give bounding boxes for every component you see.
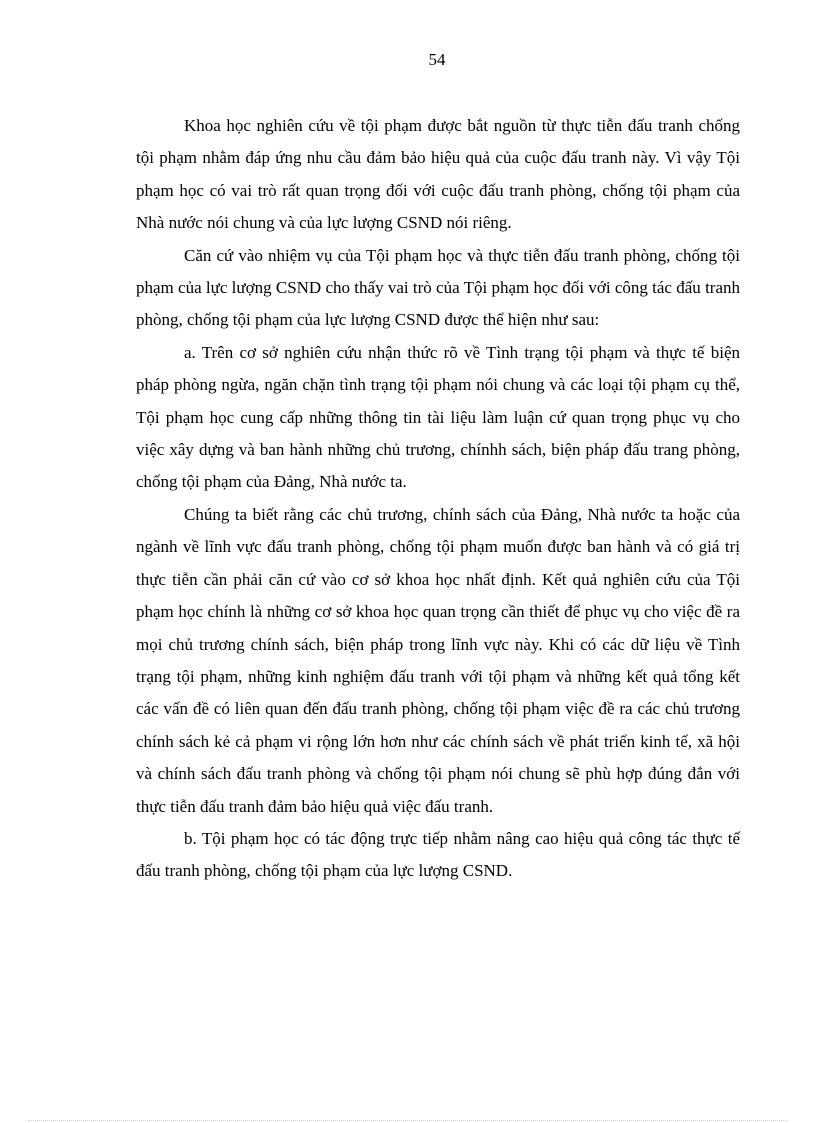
- page-bottom-divider: [28, 1120, 788, 1121]
- paragraph-point-b: b. Tội phạm học có tác động trực tiếp nhằm nâng cao hiệu quả công tác thực tế đấu tranh phòng, chống tội phạm của lực lượng CSND.: [136, 828, 740, 881]
- page-number: 54: [428, 50, 446, 69]
- paragraph-intro: Khoa học nghiên cứu về tội phạm được bắt nguồn từ thực tiễn đấu tranh chống tội phạm nhằm đáp ứng nhu cầu đảm bảo hiệu quả của cuộc đấu tranh này. Vì vậy Tội phạm học có vai trò rất quan trọng đối với cuộc đấu tranh phòng, chống tội phạm của Nhà nước nói chung và của lực lượng CSND nói riêng.: [136, 116, 740, 233]
- paragraph-basis: Căn cứ vào nhiệm vụ của Tội phạm học và thực tiễn đấu tranh phòng, chống tội phạm của lực lượng CSND cho thấy vai trò của Tội phạm học đối với công tác đấu tranh phòng, chống tội phạm của lực lượng CSND được thể hiện như sau:: [136, 245, 740, 330]
- paragraph-point-a: a. Trên cơ sở nghiên cứu nhận thức rõ về Tình trạng tội phạm và thực tế biện pháp phòng ngừa, ngăn chặn tình trạng tội phạm nói chung và các loại tội phạm cụ thể, Tội phạm học cung cấp những thông tin tài liệu làm luận cứ quan trọng phục vụ cho việc xây dựng và ban hành những chủ trương, chínhh sách, biện pháp đấu trang phòng, chống tội phạm của Đảng, Nhà nước ta.: [136, 342, 740, 492]
- document-body: [136, 110, 740, 888]
- paragraph-policy: Chúng ta biết rằng các chủ trương, chính sách của Đảng, Nhà nước ta hoặc của ngành về lĩnh vực đấu tranh phòng, chống tội phạm muốn được ban hành và có giá trị thực tiễn cần phải căn cứ vào cơ sở khoa học nhất định. Kết quả nghiên cứu của Tội phạm học chính là những cơ sở khoa học quan trọng cần thiết để phục vụ cho việc đề ra mọi chủ trương chính sách, biện pháp trong lĩnh vực này. Khi có các dữ liệu về Tình trạng tội phạm, những kinh nghiệm đấu tranh với tội phạm và những kết quả tổng kết các vấn đề có liên quan đến đấu tranh phòng, chống tội phạm việc đề ra các chủ trương chính sách kẻ cả phạm vi rộng lớn hơn như các chính sách về phát triển kinh tế, xã hội và chính sách đấu tranh phòng và chống tội phạm nói chung sẽ phù hợp đúng đắn với thực tiễn đấu tranh đảm bảo hiệu quả việc đấu tranh.: [136, 504, 740, 816]
